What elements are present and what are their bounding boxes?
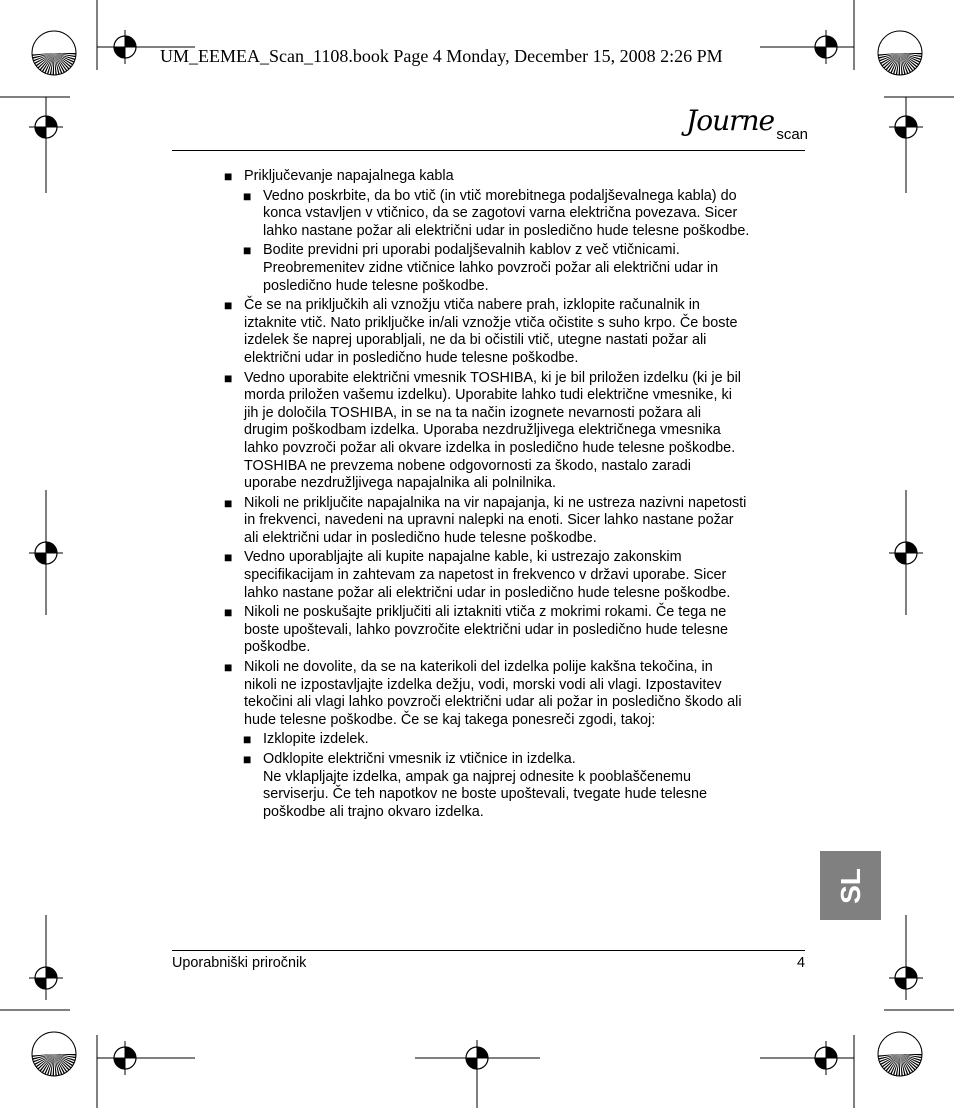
list-item-text: Vedno uporabite električni vmesnik TOSHIBA, ki je bil priložen izdelku (ki je bil morda priložen vašemu izdelku). Uporabite lahko tudi električne vmesnike, ki jih je določila TOSHIBA, in se na ta način izognete nevarnosti požara ali drugim poškodbam izdelka. Uporaba nezdružljivega električnega vmesnika lahko povzroči požar ali okvare izdelka in posledično hude telesne poškodbe. TOSHIBA ne prevzema nobene odgovornosti za škodo, nastalo zaradi uporabe nezdružljivega napajalnika ali polnilnika. — [244, 369, 741, 492]
square-bullet-icon: ■ — [243, 242, 252, 259]
page-number: 4 — [796, 955, 805, 971]
target-quadrant — [826, 36, 837, 47]
target-quadrant — [114, 1058, 125, 1069]
list-item — [224, 604, 814, 657]
registration-star-icon — [32, 53, 76, 75]
square-bullet-icon: ■ — [224, 549, 233, 566]
language-tab-label: SL — [834, 867, 866, 904]
sub-list-item — [243, 751, 814, 821]
list-item-text: Odklopite električni vmesnik iz vtičnice in izdelka. Ne vklapljajte izdelka, ampak ga najprej odnesite k pooblaščenemu serviserju. Če teh napotkov ne boste upoštevali, tvegate hude telesne poškodbe ali trajno okvaro izdelka. — [263, 751, 707, 820]
target-quadrant — [35, 553, 46, 564]
logo-script: Journe — [686, 104, 775, 137]
target-quadrant — [46, 116, 57, 127]
list-item-text: Izklopite izdelek. — [263, 731, 369, 748]
language-tab — [820, 851, 881, 920]
square-bullet-icon: ■ — [243, 187, 252, 204]
square-bullet-icon: ■ — [224, 168, 233, 184]
target-quadrant — [906, 116, 917, 127]
target-quadrant — [895, 978, 906, 989]
target-quadrant — [466, 1058, 477, 1069]
target-quadrant — [114, 47, 125, 58]
target-quadrant — [815, 1058, 826, 1069]
list-item — [224, 370, 814, 493]
list-item-text: Nikoli ne priključite napajalnika na vir napajanja, ki ne ustreza nazivni napetosti in frekvenci, navedeni na upravni nalepki na enoti. Sicer lahko nastane požar ali električni udar in posledično hude telesne poškodbe. — [244, 494, 747, 546]
list-item — [224, 659, 814, 729]
target-quadrant — [906, 542, 917, 553]
sub-list-item — [243, 242, 814, 295]
target-quadrant — [906, 967, 917, 978]
square-bullet-icon: ■ — [243, 731, 252, 748]
registration-star-icon — [878, 53, 922, 75]
square-bullet-icon: ■ — [224, 297, 233, 314]
sub-list-item — [243, 188, 814, 241]
journe-scan-logo — [686, 104, 808, 150]
list-item-text: Nikoli ne dovolite, da se na katerikoli del izdelka polije kakšna tekočina, in nikoli ne izpostavljajte izdelka dežju, vodi, morski vodi ali vlagi. Izpostavitev tekočini ali vlagi lahko povzroči električni udar ali požar in posledično škodo ali hude telesne poškodbe. Če se kaj takega ponesreči zgodi, takoj: — [244, 659, 742, 728]
list-item-text: Vedno poskrbite, da bo vtič (in vtič morebitnega podaljševalnega kabla) do konca vstavljen v vtičnico, da se zagotovi varna električna povezava. Sicer lahko nastane požar ali električni udar in posledično hude telesne poškodbe. — [263, 187, 750, 239]
list-item — [224, 297, 814, 367]
list-item-text: Bodite previdni pri uporabi podaljševalnih kablov z več vtičnicami. Preobremenitev zidne vtičnice lahko povzroči požar ali električni udar in posledično hude telesne poškodbe. — [263, 242, 719, 294]
square-bullet-icon: ■ — [224, 494, 233, 511]
footer-rule — [172, 950, 805, 951]
header-rule — [172, 150, 805, 151]
target-quadrant — [35, 978, 46, 989]
target-quadrant — [46, 542, 57, 553]
square-bullet-icon: ■ — [224, 604, 233, 621]
list-item — [224, 495, 814, 548]
list-item-text: Nikoli ne poskušajte priključiti ali iztakniti vtiča z mokrimi rokami. Če tega ne boste upoštevali, lahko povzročite električni udar in posledično hude telesne poškodbe. — [244, 604, 728, 656]
target-quadrant — [895, 553, 906, 564]
target-quadrant — [125, 1047, 136, 1058]
list-item-text: Priključevanje napajalnega kabla — [244, 168, 454, 184]
target-quadrant — [895, 127, 906, 138]
square-bullet-icon: ■ — [224, 659, 233, 676]
target-quadrant — [477, 1047, 488, 1058]
square-bullet-icon: ■ — [243, 751, 252, 767]
square-bullet-icon: ■ — [224, 369, 233, 386]
print-header: UM_EEMEA_Scan_1108.book Page 4 Monday, December 15, 2008 2:26 PM — [160, 46, 723, 66]
logo-word: scan — [776, 126, 808, 143]
footer-title: Uporabniški priročnik — [172, 955, 307, 971]
target-quadrant — [125, 36, 136, 47]
sub-list-item — [243, 731, 814, 749]
content-list — [224, 168, 814, 823]
registration-star-icon — [878, 1054, 922, 1076]
target-quadrant — [46, 967, 57, 978]
list-item-text: Če se na priključkih ali vznožju vtiča nabere prah, izklopite računalnik in iztaknite vtič. Nato priključke in/ali vznožje vtiča očistite s suho krpo. Če boste izdelek še naprej uporabljali, ne da bi očistili vtič, utegne nastati požar ali električni udar in posledično hude telesne poškodbe. — [244, 297, 738, 366]
list-item — [224, 168, 814, 186]
list-item-text: Vedno uporabljajte ali kupite napajalne kable, ki ustrezajo zakonskim specifikacijam in zahtevam za napetost in frekvenco v državi uporabe. Sicer lahko nastane požar ali električni udar in posledično hude telesne poškodbe. — [244, 549, 731, 601]
target-quadrant — [35, 127, 46, 138]
registration-star-icon — [32, 1054, 76, 1076]
target-quadrant — [815, 47, 826, 58]
list-item — [224, 549, 814, 602]
target-quadrant — [826, 1047, 837, 1058]
